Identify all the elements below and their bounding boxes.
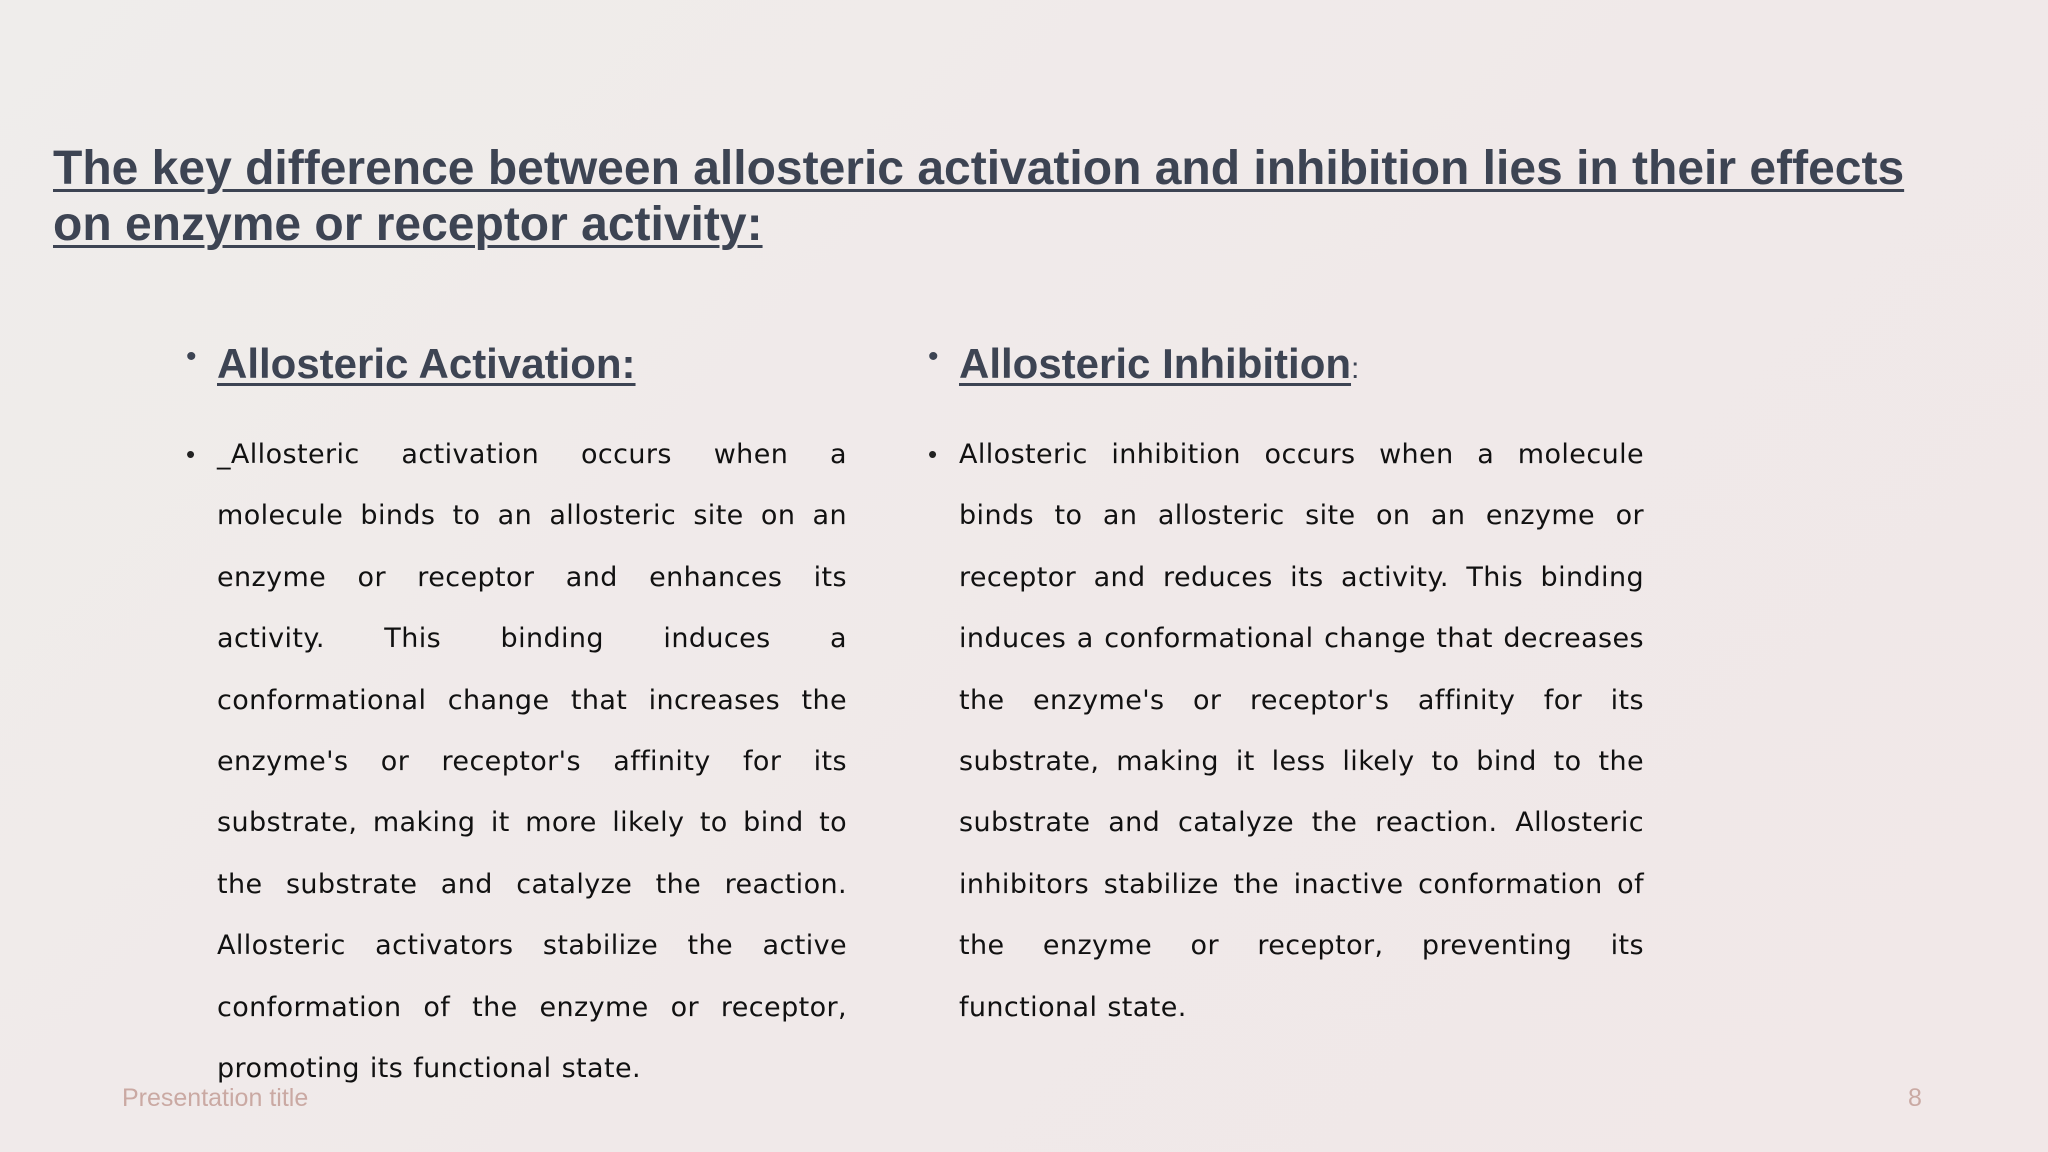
activation-heading: Allosteric Activation: — [217, 340, 636, 387]
inhibition-heading-row — [928, 336, 1644, 396]
bullet-icon: • — [186, 340, 197, 373]
activation-body-paragraph — [217, 424, 847, 1099]
activation-heading-row — [186, 336, 847, 396]
activation-body-text: Allosteric activation occurs when a molecule binds to an allosteric site on an enzyme or receptor and enhances its activity. This binding induces a conformational change that increases the enzyme's or receptor's affinity for its substrate, making it more likely to bind to the substrate and catalyze the reaction. Allosteric activators stabilize the active conformation of the enzyme or receptor, promoting its functional state. — [217, 439, 847, 1085]
inhibition-heading-suffix: : — [1351, 352, 1360, 385]
inhibition-column — [928, 336, 1644, 1038]
activation-column — [186, 336, 847, 1099]
activation-body-row — [186, 424, 847, 1099]
footer-presentation-title: Presentation title — [122, 1084, 309, 1112]
bullet-icon: • — [928, 340, 939, 373]
inhibition-body-row — [928, 424, 1644, 1038]
page-number: 8 — [1908, 1084, 1922, 1112]
bullet-icon: • — [928, 439, 938, 469]
bullet-icon: • — [186, 439, 196, 469]
inhibition-heading: Allosteric Inhibition — [959, 340, 1352, 387]
slide-title: The key difference between allosteric activation and inhibition lies in their effects on enzyme or receptor activity: — [53, 142, 1905, 251]
inhibition-body-text: Allosteric inhibition occurs when a molecule binds to an allosteric site on an enzyme or receptor and reduces its activity. This binding induces a conformational change that decreases the enzyme's or receptor's affinity for its substrate, making it less likely to bind to the substrate and catalyze the reaction. Allosteric inhibitors stabilize the inactive conformation of the enzyme or receptor, preventing its functional state. — [959, 439, 1644, 1023]
activation-body-prefix: _ — [217, 439, 231, 470]
